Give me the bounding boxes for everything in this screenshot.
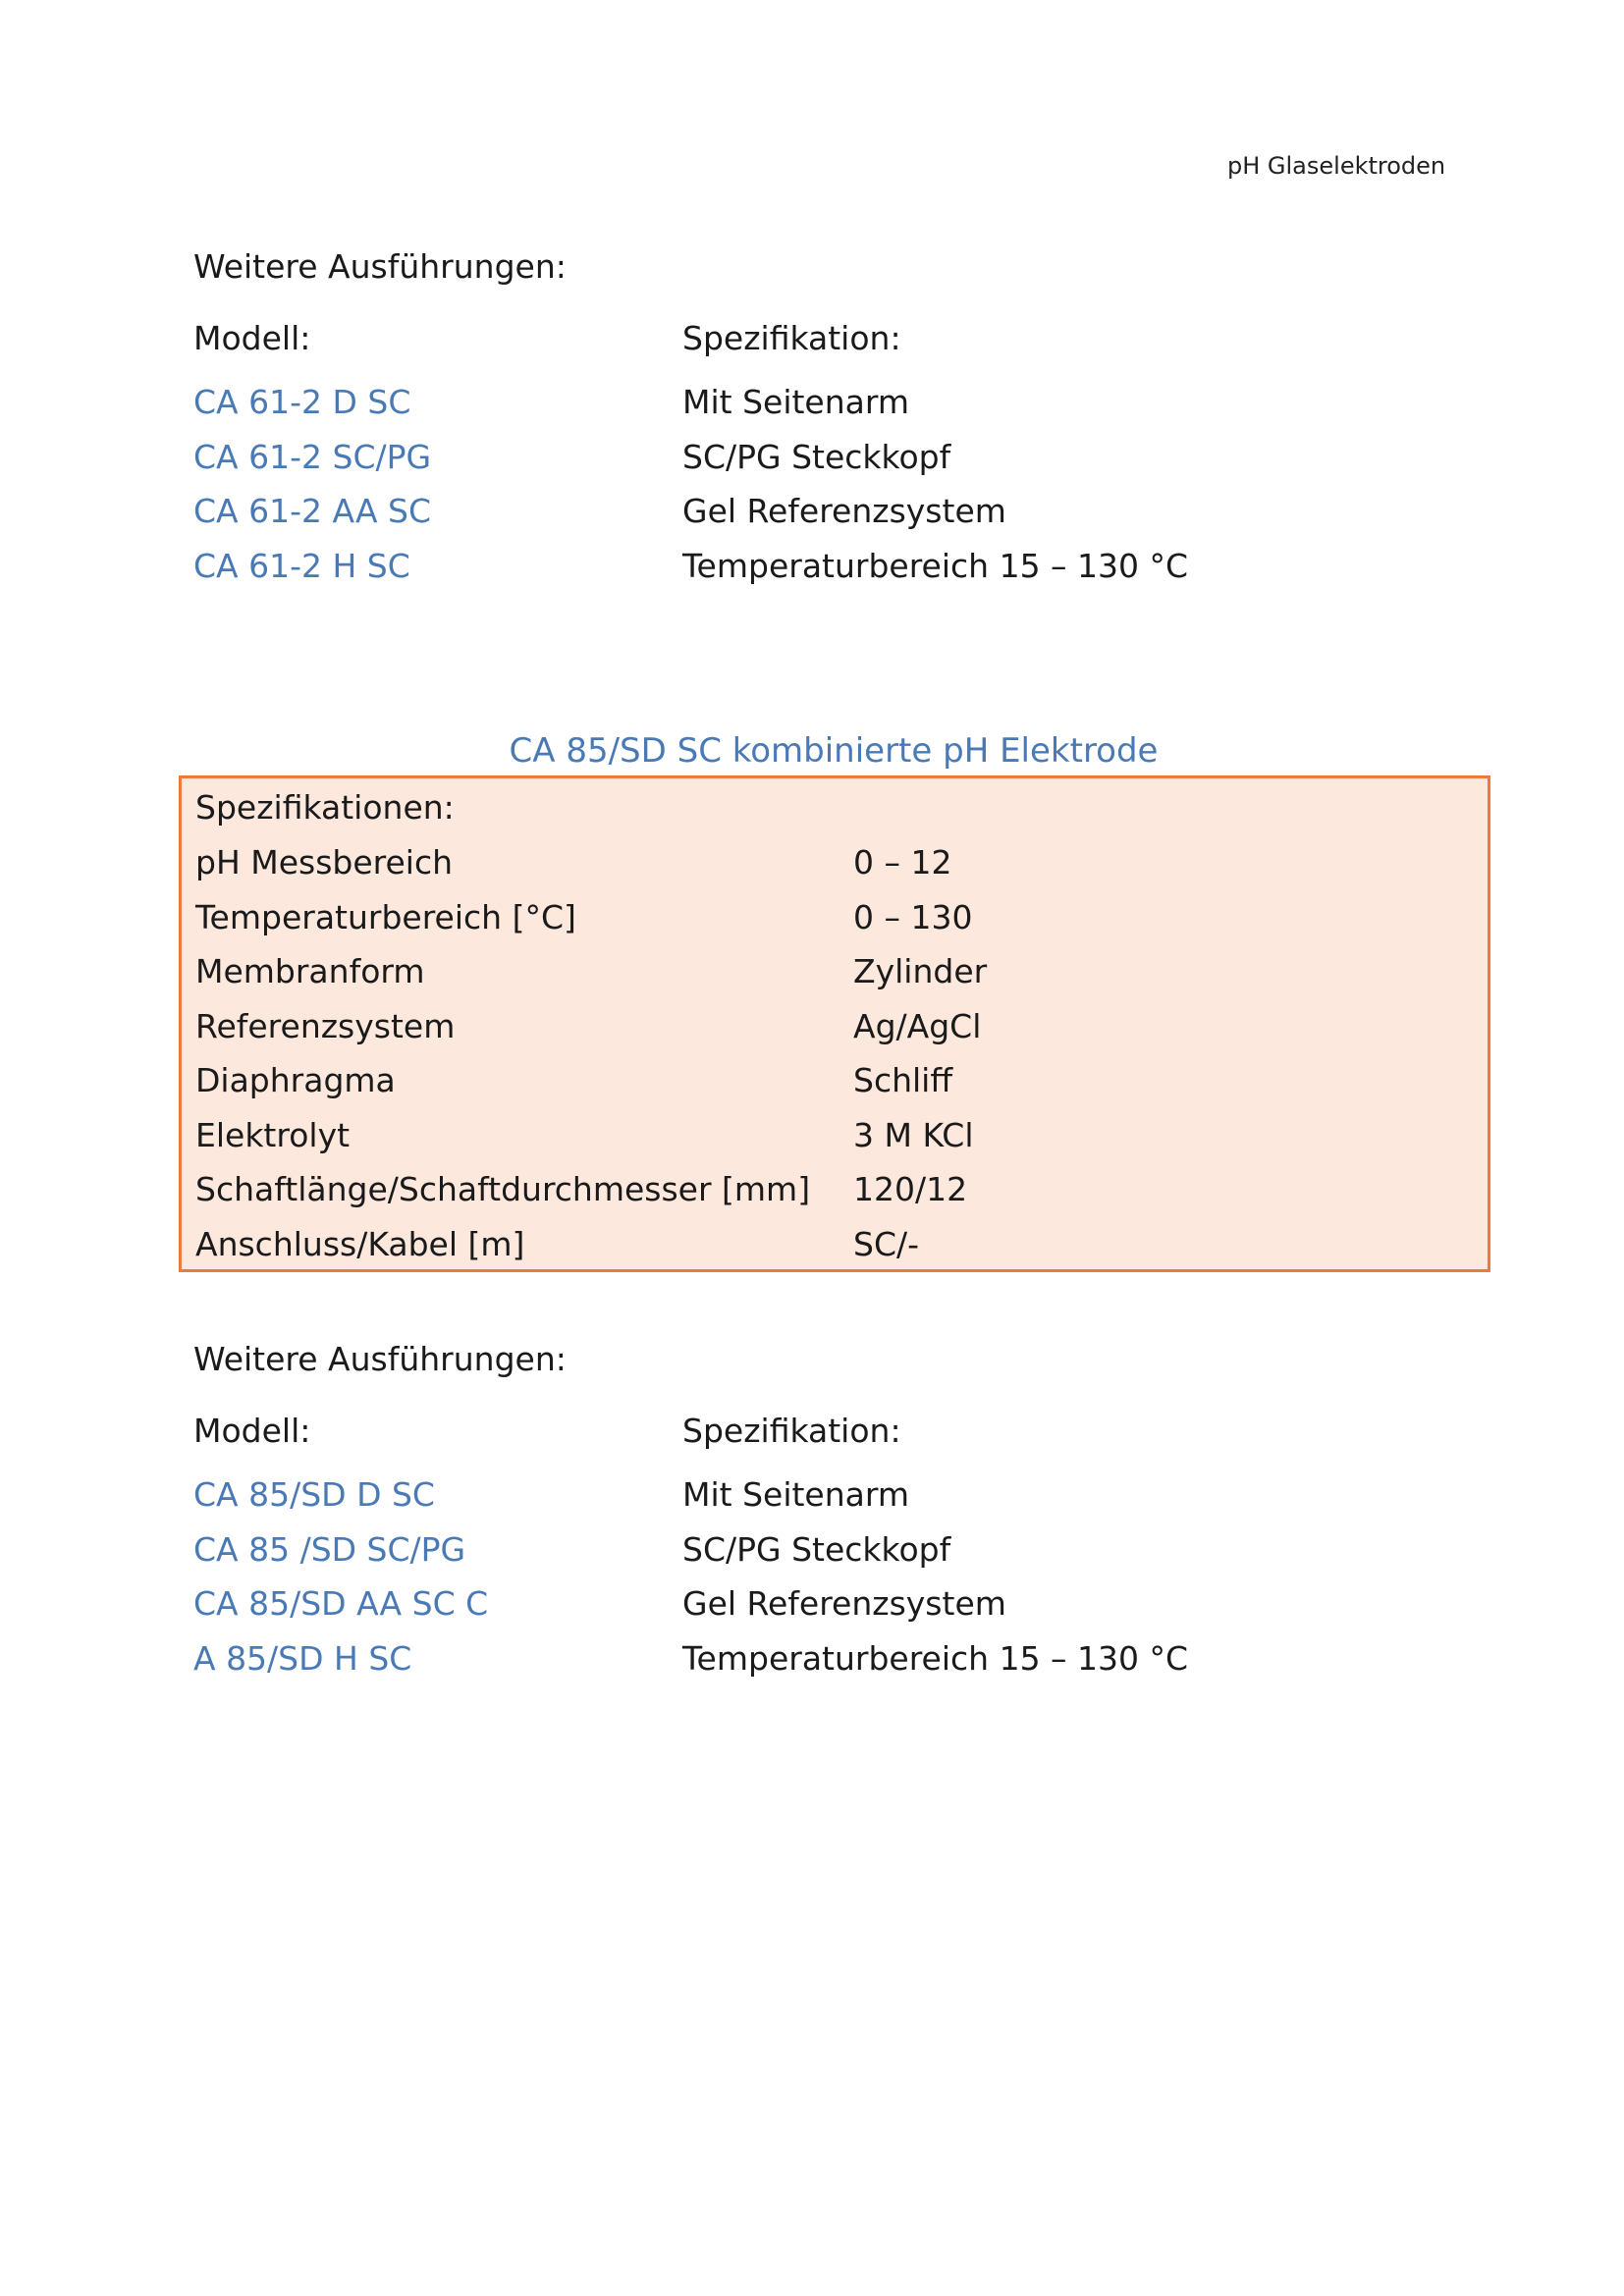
model-list <box>193 1468 488 1685</box>
specification-label: Spezifikationen: <box>195 788 455 827</box>
spec-key: Referenzsystem <box>195 1006 456 1045</box>
spec-item: Mit Seitenarm <box>682 383 909 421</box>
spec-value: Schliff <box>853 1061 953 1099</box>
spec-key: Temperaturbereich [°C] <box>195 897 576 936</box>
spec-key: Membranform <box>195 952 425 990</box>
spec-item: SC/PG Steckkopf <box>682 437 951 476</box>
model-item[interactable]: CA 85 /SD SC/PG <box>193 1529 466 1569</box>
spec-value: Ag/AgCl <box>853 1006 982 1045</box>
spec-value: 120/12 <box>853 1170 968 1208</box>
spec-key: Elektrolyt <box>195 1115 351 1154</box>
spec-item: SC/PG Steckkopf <box>682 1529 951 1569</box>
spec-key: Anschluss/Kabel [m] <box>195 1224 525 1263</box>
spec-item: Gel Referenzsystem <box>682 492 1006 530</box>
model-item[interactable]: CA 61-2 D SC <box>193 383 411 421</box>
spec-row <box>195 1162 1472 1217</box>
spec-value: 0 – 130 <box>853 897 973 936</box>
spec-row <box>195 1053 1472 1108</box>
spec-column-header: Spezifikation: <box>682 1412 901 1450</box>
spec-row <box>195 1217 1472 1272</box>
spec-row <box>195 890 1472 945</box>
specification-table <box>195 835 1472 1271</box>
spec-key: Diaphragma <box>195 1061 396 1099</box>
spec-item: Mit Seitenarm <box>682 1475 909 1514</box>
specification-box <box>179 775 1490 1272</box>
spec-row <box>195 999 1472 1054</box>
section-heading: Weitere Ausführungen: <box>193 1340 567 1378</box>
spec-value: 3 M KCl <box>853 1115 974 1154</box>
spec-item: Gel Referenzsystem <box>682 1584 1006 1623</box>
spec-list <box>682 375 1188 593</box>
page-header-title: pH Glaselektroden <box>1227 152 1446 180</box>
model-item[interactable]: CA 61-2 H SC <box>193 546 410 585</box>
spec-value: Zylinder <box>853 952 988 990</box>
spec-column-header: Spezifikation: <box>682 319 901 357</box>
model-item[interactable]: CA 85/SD D SC <box>193 1475 435 1514</box>
model-column-header: Modell: <box>193 319 311 357</box>
spec-row <box>195 1108 1472 1163</box>
spec-value: 0 – 12 <box>853 843 952 881</box>
spec-item: Temperaturbereich 15 – 130 °C <box>682 1638 1189 1678</box>
model-item[interactable]: CA 85/SD AA SC C <box>193 1584 489 1623</box>
model-item[interactable]: A 85/SD H SC <box>193 1638 412 1678</box>
model-item[interactable]: CA 61-2 SC/PG <box>193 437 432 476</box>
spec-row <box>195 835 1472 890</box>
spec-list <box>682 1468 1188 1685</box>
product-title: CA 85/SD SC kombinierte pH Elektrode <box>509 731 1159 771</box>
spec-key: Schaftlänge/Schaftdurchmesser [mm] <box>195 1170 811 1208</box>
spec-row <box>195 944 1472 999</box>
spec-value: SC/- <box>853 1224 920 1263</box>
model-column-header: Modell: <box>193 1412 311 1450</box>
spec-key: pH Messbereich <box>195 843 454 881</box>
model-item[interactable]: CA 61-2 AA SC <box>193 492 432 530</box>
spec-item: Temperaturbereich 15 – 130 °C <box>682 546 1189 585</box>
model-list <box>193 375 431 593</box>
section-heading: Weitere Ausführungen: <box>193 247 567 286</box>
